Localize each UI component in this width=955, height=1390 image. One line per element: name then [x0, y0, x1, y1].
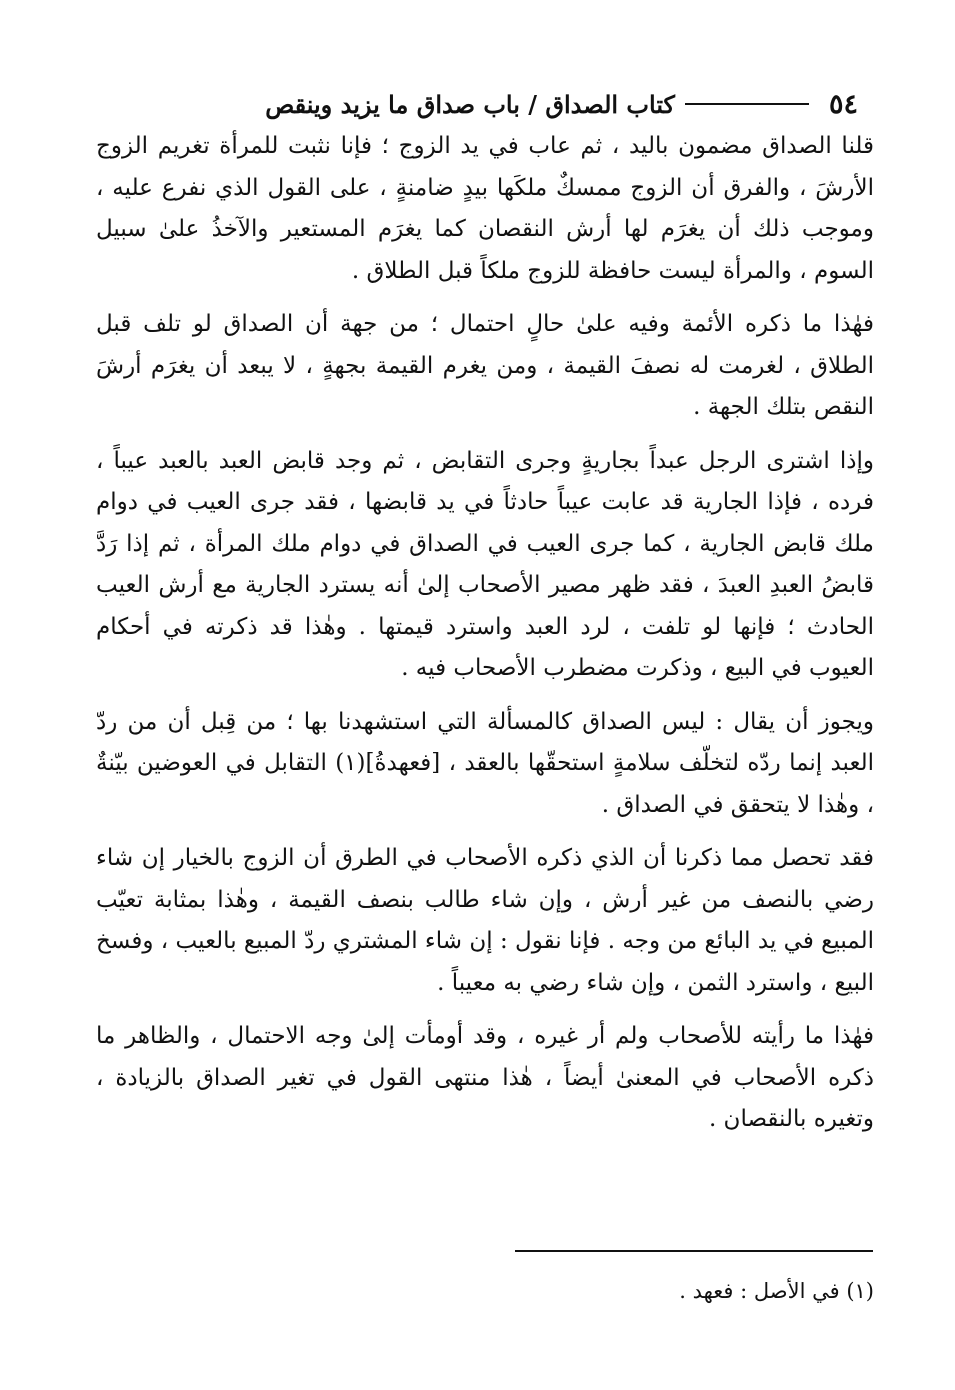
paragraph-1: قلنا الصداق مضمون باليد ، ثم عاب في يد الزوج ؛ فإنا نثبت للمرأة تغريم الزوج الأرشَ ، والفرق أن الزوج ممسكٌ ملكَها بيدٍ ضامنةٍ ، على القول الذي نفرع عليه ، وموجب ذلك أن يغرَم لها أرش النقصان كما يغرَم المستعير والآخذُ علىٰ سبيل السوم ، والمرأة ليست حافظة للزوج ملكاً قبل الطلاق . — [96, 133, 874, 284]
footnote-separator — [515, 1250, 873, 1252]
page-number: ٥٤ — [828, 88, 858, 120]
footnote: (١) في الأصل : فعهد . — [679, 1279, 874, 1303]
paragraph-5: فقد تحصل مما ذكرنا أن الذي ذكره الأصحاب في الطرق أن الزوج بالخيار إن شاء رضي بالنصف من غير أرش ، وإن شاء طالب بنصف القيمة ، وهٰذا بمثابة تعيّب المبيع في يد البائع من وجه . فإنا نقول : إن شاء المشتري ردّ المبيع بالعيب ، وفسخ البيع ، واسترد الثمن ، وإن شاء رضي به معيباً . — [96, 845, 874, 996]
paragraph-4: ويجوز أن يقال : ليس الصداق كالمسألة التي استشهدنا بها ؛ من قِبل أن من ردّ العبد إنما ردّه لتخلّف سلامةٍ استحقّها بالعقد ، [فعهدةُ](١) التقابل في العوضين بيّنةٌ ، وهٰذا لا يتحقق في الصداق . — [96, 708, 874, 818]
paragraph-3: وإذا اشترى الرجل عبداً بجاريةٍ وجرى التقابض ، ثم وجد قابض العبد بالعبد عيباً ، فرده ، فإذا الجارية قد عابت عيباً حادثاً في يد قابضها ، فقد جرى العيب في دوام ملك قابض الجارية ، كما جرى العيب في الصداق في دوام ملك المرأة ، ثم إذا رَدَّ قابضُ العبدِ العبدَ ، فقد ظهر مصير الأصحاب إلىٰ أنه يسترد الجارية مع أرش العيب الحادث ؛ فإنها لو تلفت ، لرد العبد واسترد قيمتها . وهٰذا قد ذكرته في أحكام العيوب في البيع ، وذكرت مضطرب الأصحاب فيه . — [96, 447, 874, 681]
paragraph-2: فهٰذا ما ذكره الأئمة وفيه علىٰ حالٍ احتمال ؛ من جهة أن الصداق لو تلف قبل الطلاق ، لغرمت له نصفَ القيمة ، ومن يغرم القيمة بجهةٍ ، لا يبعد أن يغرَم أرشَ النقص بتلك الجهة . — [96, 311, 874, 420]
running-title: كتاب الصداق / باب صداق ما يزيد وينقص — [265, 89, 675, 119]
body-text — [96, 126, 874, 1141]
header-rule — [685, 103, 809, 105]
page-header — [98, 84, 858, 124]
paragraph-6: فهٰذا ما رأيته للأصحاب ولم أر غيره ، وقد أومأت إلىٰ وجه الاحتمال ، والظاهر ما ذكره الأصحاب في المعنىٰ أيضاً ، هٰذا منتهى القول في تغير الصداق بالزيادة ، وتغيره بالنقصان . — [96, 1023, 874, 1132]
